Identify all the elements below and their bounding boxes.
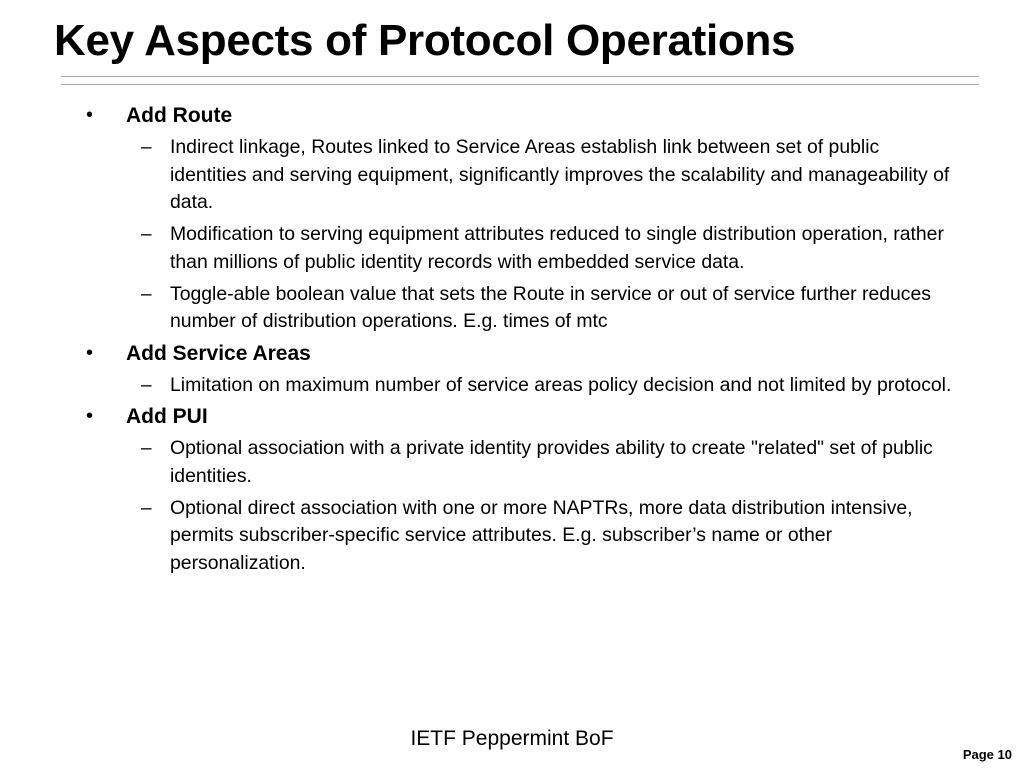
sub-bullet-text: Optional direct association with one or more NAPTRs, more data distribution intensive, permits subscriber-specific service attributes. E.g. subscriber’s name or other personalization. — [170, 496, 913, 574]
sub-bullet-text: Toggle-able boolean value that sets the Route in service or out of service further reduces number of distribution operations. E.g. times of mtc — [170, 282, 931, 332]
page-number: Page 10 — [962, 747, 1012, 762]
title-divider-top — [61, 76, 979, 77]
bullet-heading: Add Route — [126, 104, 233, 127]
sub-bullet — [0, 435, 1024, 490]
sub-bullet-text: Modification to serving equipment attributes reduced to single distribution operation, rather than millions of public identity records with embedded service data. — [170, 223, 944, 273]
sub-bullet-text: Limitation on maximum number of service areas policy decision and not limited by protocol. — [170, 373, 952, 396]
bullet-add-pui — [0, 402, 1024, 432]
sub-bullet — [0, 281, 1024, 336]
dash-marker: – — [141, 137, 152, 158]
sub-bullet-text: Optional association with a private identity provides ability to create "related" set of public identities. — [170, 437, 933, 487]
sub-bullet — [0, 134, 1024, 217]
sub-bullet-text: Indirect linkage, Routes linked to Service Areas establish link between set of public identities and serving equipment, significantly improves the scalability and manageability of data. — [170, 136, 950, 213]
footer-title: IETF Peppermint BoF — [410, 727, 614, 750]
bullet-list — [0, 101, 1024, 577]
title-divider-bottom — [61, 84, 979, 85]
slide-title: Key Aspects of Protocol Operations — [54, 16, 796, 65]
sub-bullet — [0, 372, 1024, 400]
dash-marker: – — [141, 438, 152, 459]
bullet-add-route — [0, 101, 1024, 131]
bullet-heading: Add Service Areas — [126, 341, 311, 365]
bullet-heading: Add PUI — [126, 405, 208, 428]
dash-marker: – — [141, 497, 152, 519]
dash-marker: – — [141, 283, 152, 305]
bullet-marker: • — [86, 104, 94, 126]
bullet-marker: • — [86, 341, 94, 364]
bullet-marker: • — [86, 405, 94, 427]
dash-marker: – — [141, 224, 152, 245]
sub-bullet — [0, 221, 1024, 276]
sub-bullet — [0, 495, 1024, 578]
dash-marker: – — [141, 374, 152, 396]
bullet-add-service-areas — [0, 339, 1024, 369]
